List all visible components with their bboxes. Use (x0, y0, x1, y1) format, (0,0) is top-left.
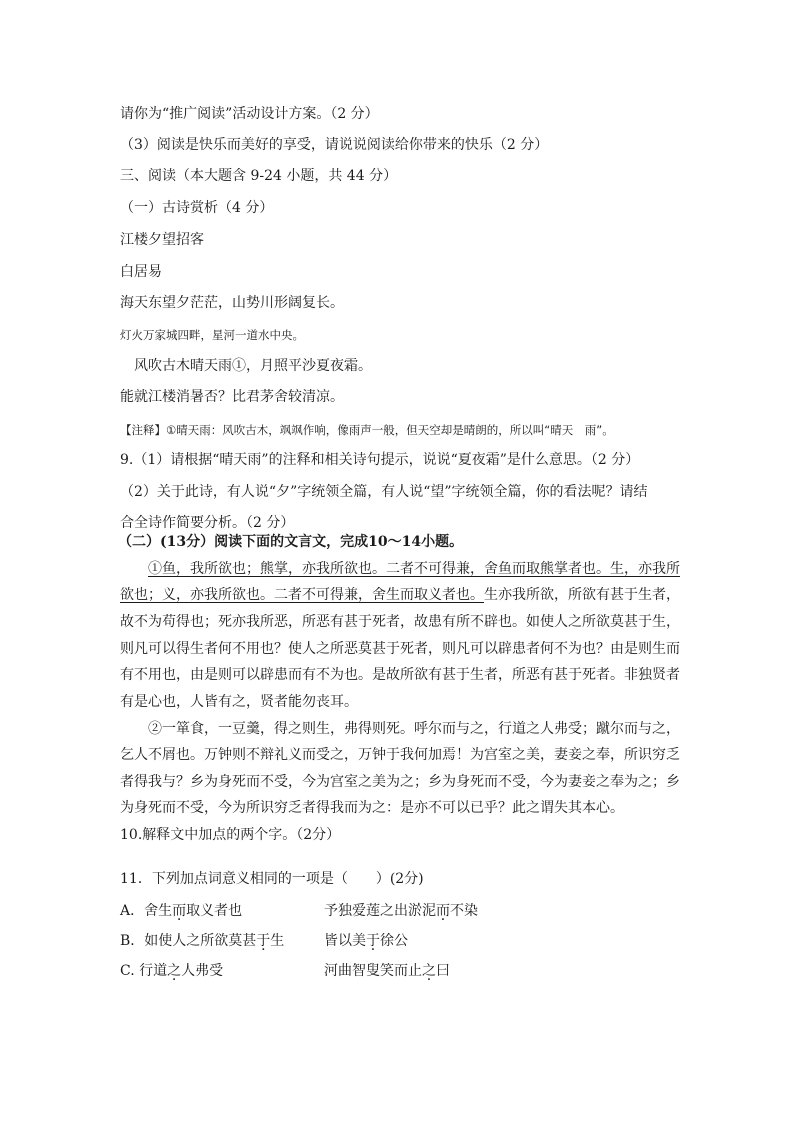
poem-title: 江楼夕望招客 (120, 232, 204, 248)
poem-line-1: 海天东望夕茫茫，山势川形阔复长。 (120, 295, 344, 311)
passage-2-line-3: 者得我与？乡为身死而不受，今为宫室之美为之；乡为身死而不受，今为妻妾之奉为之；乡 (120, 774, 680, 790)
option-c-compare-text-2: 曰 (436, 963, 450, 979)
option-a-text-1: A．舍生 (120, 903, 173, 919)
subsection-2-heading: （二）(13分）阅读下面的文言文，完成10～14小题。 (118, 534, 464, 550)
option-c (120, 961, 223, 981)
option-a-text-2: 取义者也 (186, 903, 243, 919)
option-c-dotted-word: 之 (167, 963, 182, 979)
option-c-text-1: C. 行道 (120, 963, 168, 979)
question-9-2-line-2: 合全诗作简要分析。（2 分） (120, 515, 295, 531)
poem-author: 白居易 (120, 264, 162, 280)
option-a-dotted-word: 而 (172, 903, 187, 919)
option-c-compare-dotted-word: 之 (422, 963, 436, 979)
question-9-2-line-1: （2）关于此诗，有人说“夕”字统领全篇，有人说“望”字统领全篇，你的看法呢？请结 (120, 484, 648, 500)
passage-1-line-5: 有不用也，由是则可以辟患而有不为也。是故所欲有甚于生者，所恶有甚于死者。非独贤者 (120, 667, 680, 683)
section-3-heading: 三、阅读（本大题含 9-24 小题，共 44 分） (120, 168, 398, 184)
passage-1-line-4: 则凡可以得生者何不用也？使人之所恶莫甚于死者，则凡可以辟患者何不为也？由是则生而 (120, 641, 680, 657)
option-a-compare (324, 901, 478, 921)
option-b-compare-text-1: 皆以美 (324, 933, 366, 949)
passage-2-line-4: 为身死而不受，今为所识穷乏者得我而为之：是亦不可以已乎？此之谓失其本心。 (120, 800, 624, 816)
option-b-text-1: B．如使人之所欲莫甚 (120, 933, 257, 949)
subsection-1-heading: （一）古诗赏析（4 分） (120, 200, 274, 216)
poem-note: 【注释】①晴天雨：风吹古木，飒飒作响，像雨声一般，但天空却是晴朗的，所以叫“晴天 雨”。 (120, 423, 614, 437)
passage-1-line-6: 有是心也，人皆有之，贤者能勿丧耳。 (120, 694, 358, 710)
question-11: 11．下列加点词意义相同的一项是（ ）(2分) (120, 871, 424, 887)
option-a-compare-text-1: 予独爱莲之出淤泥 (324, 903, 436, 919)
passage-1-line-1: ①鱼，我所欲也；熊掌，亦我所欲也。二者不可得兼，舍鱼而取熊掌者也。生，亦我所 (148, 561, 680, 577)
question-10: 10.解释文中加点的两个字。（2分） (120, 827, 341, 843)
option-b-text-2: 生 (270, 933, 285, 949)
question-8-3: （3）阅读是快乐而美好的享受，请说说阅读给你带来的快乐（2 分） (120, 137, 549, 153)
option-c-compare (324, 961, 450, 981)
option-a-compare-text-2: 不染 (450, 903, 478, 919)
option-c-compare-text-1: 河曲智叟笑而止 (324, 963, 422, 979)
option-b-compare-text-2: 徐公 (380, 933, 408, 949)
option-a (120, 901, 242, 921)
option-a-compare-dotted-word: 而 (436, 903, 450, 919)
option-c-text-2: 人弗受 (181, 963, 224, 979)
option-b (120, 931, 284, 951)
poem-line-3: 风吹古木晴天雨①，月照平沙夏夜霜。 (134, 358, 372, 374)
passage-2-line-1: ②一箪食，一豆羹，得之则生，弗得则死。呼尔而与之，行道之人弗受；蹴尔而与之， (148, 721, 680, 737)
option-b-compare (324, 931, 408, 951)
poem-line-4: 能就江楼消暑否？比君茅舍较清凉。 (120, 389, 344, 405)
question-8-2-tail: 请你为“推广阅读”活动设计方案。（2 分） (120, 106, 379, 122)
question-9-1: 9.（1）请根据“晴天雨”的注释和相关诗句提示，说说“夏夜霜”是什么意思。（2 分） (120, 452, 640, 468)
option-b-dotted-word: 于 (256, 933, 271, 949)
passage-1-line-2-rest: 生亦我所欲，所欲有甚于生者， (484, 587, 680, 603)
passage-1-line-2 (120, 585, 680, 605)
passage-1-line-2-underlined: 欲也；义，亦我所欲也。二者不可得兼，舍生而取义者也。 (120, 587, 484, 603)
passage-2-line-2: 乞人不屑也。万钟则不辩礼义而受之，万钟于我何加焉！为宫室之美，妻妾之奉，所识穷乏 (120, 747, 680, 763)
poem-line-2: 灯火万家城四畔，星河一道水中央。 (120, 328, 304, 342)
option-b-compare-dotted-word: 于 (366, 933, 380, 949)
passage-1-line-3: 故不为苟得也；死亦我所恶，所恶有甚于死者，故患有所不辟也。如使人之所欲莫甚于生， (120, 614, 680, 630)
